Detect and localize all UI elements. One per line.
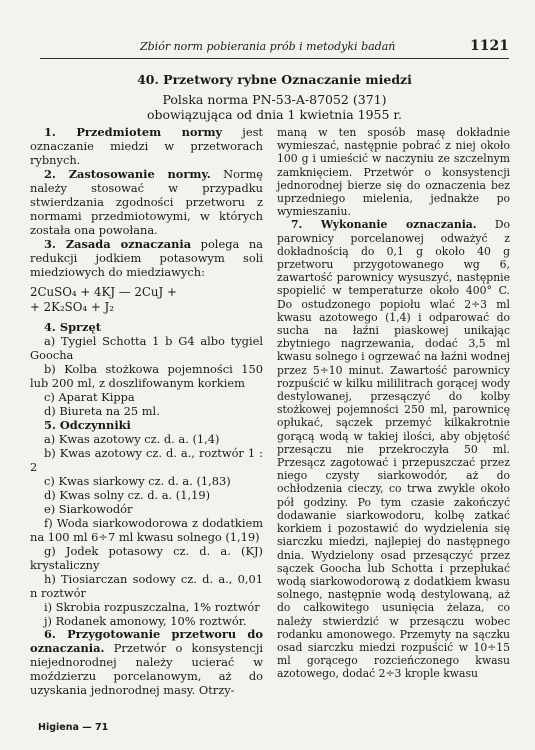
- norm-number: Polska norma PN-53-A-87052 (371): [162, 92, 387, 107]
- equation-line-1: 2CuSO₄ + 4KJ — 2CuJ +: [30, 285, 177, 300]
- paragraph-procedure: [277, 218, 510, 680]
- running-header: [40, 38, 509, 59]
- reagent-item: b) Kwas azotowy cz. d. a., roztwór 1 : 2: [30, 446, 263, 475]
- preparation-text: Przetwór o konsystencji niejednorodnej należy ucierać w moździerzu porcelanowym, aż do uzyskania jednorodnej masy. Otrzy-: [30, 641, 263, 698]
- equipment-item: b) Kolba stożkowa pojemności 150 lub 200 ml, z doszlifowanym korkiem: [30, 362, 263, 391]
- section-title: 40. Przetwory rybne Oznaczanie miedzi: [137, 72, 412, 87]
- reagent-item: e) Siarkowodór: [44, 501, 133, 516]
- subject-text: jest oznaczanie miedzi w przetworach rybnych.: [30, 125, 263, 167]
- reagent-item: g) Jodek potasowy cz. d. a. (KJ) krystaliczny: [30, 543, 263, 572]
- footer-signature: Higiena — 71: [38, 722, 109, 733]
- paragraph-preparation: [30, 628, 263, 698]
- equipment-item: d) Biureta na 25 ml.: [44, 404, 160, 419]
- equipment-item: a) Tygiel Schotta 1 b G4 albo tygiel Goocha: [30, 334, 263, 363]
- principle-heading: 3. Zasada oznaczania: [44, 236, 192, 251]
- norm-designation: [40, 92, 509, 122]
- scope-text: Normę należy stosować w przypadku stwierdzania zgodności przetworu z normami przedmiotowymi, w których została ona powołana.: [30, 166, 263, 237]
- equation-line-2: + 2K₂SO₄ + J₂: [30, 300, 115, 315]
- reagent-item: a) Kwas azotowy cz. d. a. (1,4): [44, 432, 220, 447]
- paragraph-principle: [30, 238, 263, 280]
- reagent-item: d) Kwas solny cz. d. a. (1,19): [44, 487, 211, 502]
- right-column: [277, 126, 510, 681]
- left-column: [30, 126, 263, 698]
- scope-heading: 2. Zastosowanie normy.: [44, 166, 211, 181]
- paragraph-scope: [30, 168, 263, 238]
- principle-text: polega na redukcji jodkiem potasowym soli miedziowych do miedziawych:: [30, 236, 263, 279]
- page-number: 1121: [470, 38, 509, 54]
- reagents-heading: 5. Odczynniki: [44, 418, 131, 433]
- preparation-continuation: maną w ten sposób masę dokładnie wymieszać, następnie pobrać z niej około 100 g i umieścić w naczyniu ze szczelnym zamknięciem. Przetwór o konsystencji jednorodnej bierze się do oznaczenia bez uprzedniego mielenia, jednakże po wymieszaniu.: [277, 126, 510, 219]
- procedure-heading: 7. Wykonanie oznaczania.: [291, 218, 477, 232]
- norm-effective-date: obowiązująca od dnia 1 kwietnia 1955 r.: [146, 107, 403, 122]
- reaction-equation: [30, 285, 263, 315]
- running-head-text: Zbiór norm pobierania prób i metodyki badań: [140, 40, 396, 53]
- reagent-item: f) Woda siarkowodorowa z dodatkiem na 100 ml 6÷7 ml kwasu solnego (1,19): [30, 515, 263, 544]
- reagent-item: i) Skrobia rozpuszczalna, 1% roztwór: [44, 599, 260, 614]
- paragraph-subject: [30, 126, 263, 168]
- reagent-item: h) Tiosiarczan sodowy cz. d. a., 0,01 n roztwór: [30, 571, 263, 600]
- procedure-text: Do parownicy porcelanowej odważyć z dokładnością do 0,1 g około 40 g przetworu przygotowanego wg 6, zawartość parownicy wysuszyć, następnie spopielić w temperaturze około 400° C. Do ostudzonego popiołu wlać 2÷3 ml kwasu azotowego (1,4) i odparować do sucha na łaźni piaskowej unikając zbytniego nagrzewania, dodać 3,5 ml kwasu solnego i ogrzewać na łaźni wodnej przez 5÷10 minut. Zawartość parownicy rozpuścić w kilku mililitrach gorącej wody destylowanej, przesączyć do kolby stożkowej pojemności 250 ml, parownicę opłukać, sączek przemyć kilkakrotnie gorącą wodą w takiej ilości, aby objętość przesączu nie przekroczyła 50 ml. Przesącz zagotować i przepuszczać przez niego czysty siarkowodór, aż do ochłodzenia cieczy, co trwa zwykle około pół godziny. Po tym czasie zakończyć dodawanie siarkowodoru, kolbę zatkać korkiem i pozostawić do wydzielenia się siarczku miedzi, najlepiej do następnego dnia. Wydzielony osad przesączyć przez sączek Goocha lub Schotta i przepłukać wodą siarkowodorową z dodatkiem kwasu solnego, następnie wodą destylowaną, aż do całkowitego usunięcia żelaza, co należy stwierdzić w przesączu wobec rodanku amonowego. Przemyty na sączku osad siarczku miedzi rozpuścić w 10÷15 ml gorącego rozcieńczonego kwasu azotowego, dodać 2÷3 krople kwasu: [277, 218, 510, 681]
- subject-heading: 1. Przedmiotem normy: [44, 125, 223, 139]
- reagent-item: j) Rodanek amonowy, 10% roztwór.: [44, 613, 247, 628]
- reagent-item: c) Kwas siarkowy cz. d. a. (1,83): [44, 473, 231, 488]
- equipment-heading: 4. Sprzęt: [44, 320, 102, 335]
- preparation-heading: 6. Przygotowanie przetworu do oznaczania.: [30, 627, 263, 656]
- equipment-item: c) Aparat Kippa: [44, 390, 135, 405]
